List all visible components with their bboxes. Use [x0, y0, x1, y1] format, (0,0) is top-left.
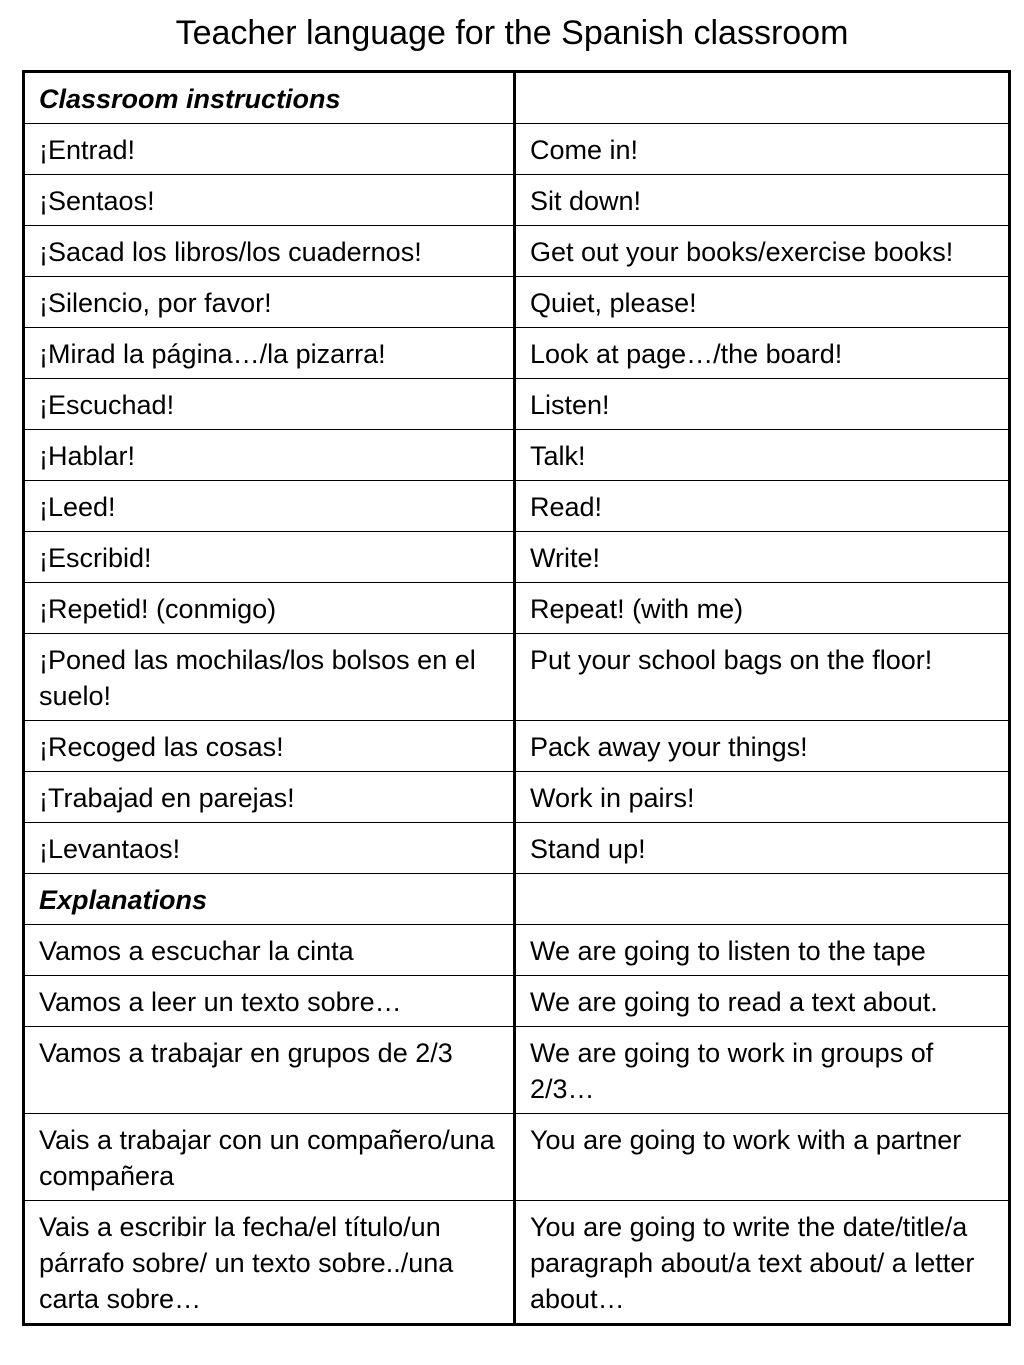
english-translation: You are going to write the date/title/a paragraph about/a text about/ a letter about…	[515, 1201, 1010, 1325]
english-translation: Write!	[515, 532, 1010, 583]
english-translation: Sit down!	[515, 175, 1010, 226]
section-title: Classroom instructions	[24, 72, 515, 124]
english-translation: Come in!	[515, 124, 1010, 175]
section-title: Explanations	[24, 874, 515, 925]
table-row	[24, 634, 1010, 721]
table-row	[24, 1027, 1010, 1114]
english-translation: Put your school bags on the floor!	[515, 634, 1010, 721]
english-translation: Work in pairs!	[515, 772, 1010, 823]
table-row	[24, 772, 1010, 823]
english-translation: We are going to listen to the tape	[515, 925, 1010, 976]
spanish-phrase: ¡Trabajad en parejas!	[24, 772, 515, 823]
section-title-translation	[515, 874, 1010, 925]
english-translation: Look at page…/the board!	[515, 328, 1010, 379]
english-translation: Get out your books/exercise books!	[515, 226, 1010, 277]
table-row	[24, 1201, 1010, 1325]
section-header-row	[24, 72, 1010, 124]
table-row	[24, 481, 1010, 532]
table-row	[24, 532, 1010, 583]
english-translation: Pack away your things!	[515, 721, 1010, 772]
english-translation: We are going to read a text about.	[515, 976, 1010, 1027]
vocabulary-table	[22, 70, 1011, 1326]
table-row	[24, 124, 1010, 175]
english-translation: Talk!	[515, 430, 1010, 481]
english-translation: Read!	[515, 481, 1010, 532]
spanish-phrase: Vais a trabajar con un compañero/una compañera	[24, 1114, 515, 1201]
spanish-phrase: ¡Entrad!	[24, 124, 515, 175]
table-row	[24, 328, 1010, 379]
table-row	[24, 379, 1010, 430]
section-header-row	[24, 874, 1010, 925]
table-row	[24, 277, 1010, 328]
english-translation: Stand up!	[515, 823, 1010, 874]
english-translation: Repeat! (with me)	[515, 583, 1010, 634]
spanish-phrase: ¡Mirad la página…/la pizarra!	[24, 328, 515, 379]
english-translation: Quiet, please!	[515, 277, 1010, 328]
spanish-phrase: ¡Hablar!	[24, 430, 515, 481]
spanish-phrase: ¡Poned las mochilas/los bolsos en el suelo!	[24, 634, 515, 721]
section-title-translation	[515, 72, 1010, 124]
table-row	[24, 1114, 1010, 1201]
spanish-phrase: ¡Sacad los libros/los cuadernos!	[24, 226, 515, 277]
table-row	[24, 175, 1010, 226]
spanish-phrase: Vais a escribir la fecha/el título/un párrafo sobre/ un texto sobre../una carta sobre…	[24, 1201, 515, 1325]
spanish-phrase: ¡Sentaos!	[24, 175, 515, 226]
english-translation: Listen!	[515, 379, 1010, 430]
spanish-phrase: ¡Levantaos!	[24, 823, 515, 874]
spanish-phrase: ¡Escuchad!	[24, 379, 515, 430]
table-row	[24, 721, 1010, 772]
spanish-phrase: Vamos a escuchar la cinta	[24, 925, 515, 976]
table-row	[24, 226, 1010, 277]
table-row	[24, 925, 1010, 976]
table-row	[24, 583, 1010, 634]
english-translation: You are going to work with a partner	[515, 1114, 1010, 1201]
table-row	[24, 430, 1010, 481]
spanish-phrase: ¡Recoged las cosas!	[24, 721, 515, 772]
spanish-phrase: Vamos a leer un texto sobre…	[24, 976, 515, 1027]
spanish-phrase: ¡Repetid! (conmigo)	[24, 583, 515, 634]
table-row	[24, 976, 1010, 1027]
spanish-phrase: ¡Escribid!	[24, 532, 515, 583]
spanish-phrase: ¡Silencio, por favor!	[24, 277, 515, 328]
english-translation: We are going to work in groups of 2/3…	[515, 1027, 1010, 1114]
table-row	[24, 823, 1010, 874]
spanish-phrase: Vamos a trabajar en grupos de 2/3	[24, 1027, 515, 1114]
spanish-phrase: ¡Leed!	[24, 481, 515, 532]
page-title: Teacher language for the Spanish classroom	[175, 14, 849, 52]
